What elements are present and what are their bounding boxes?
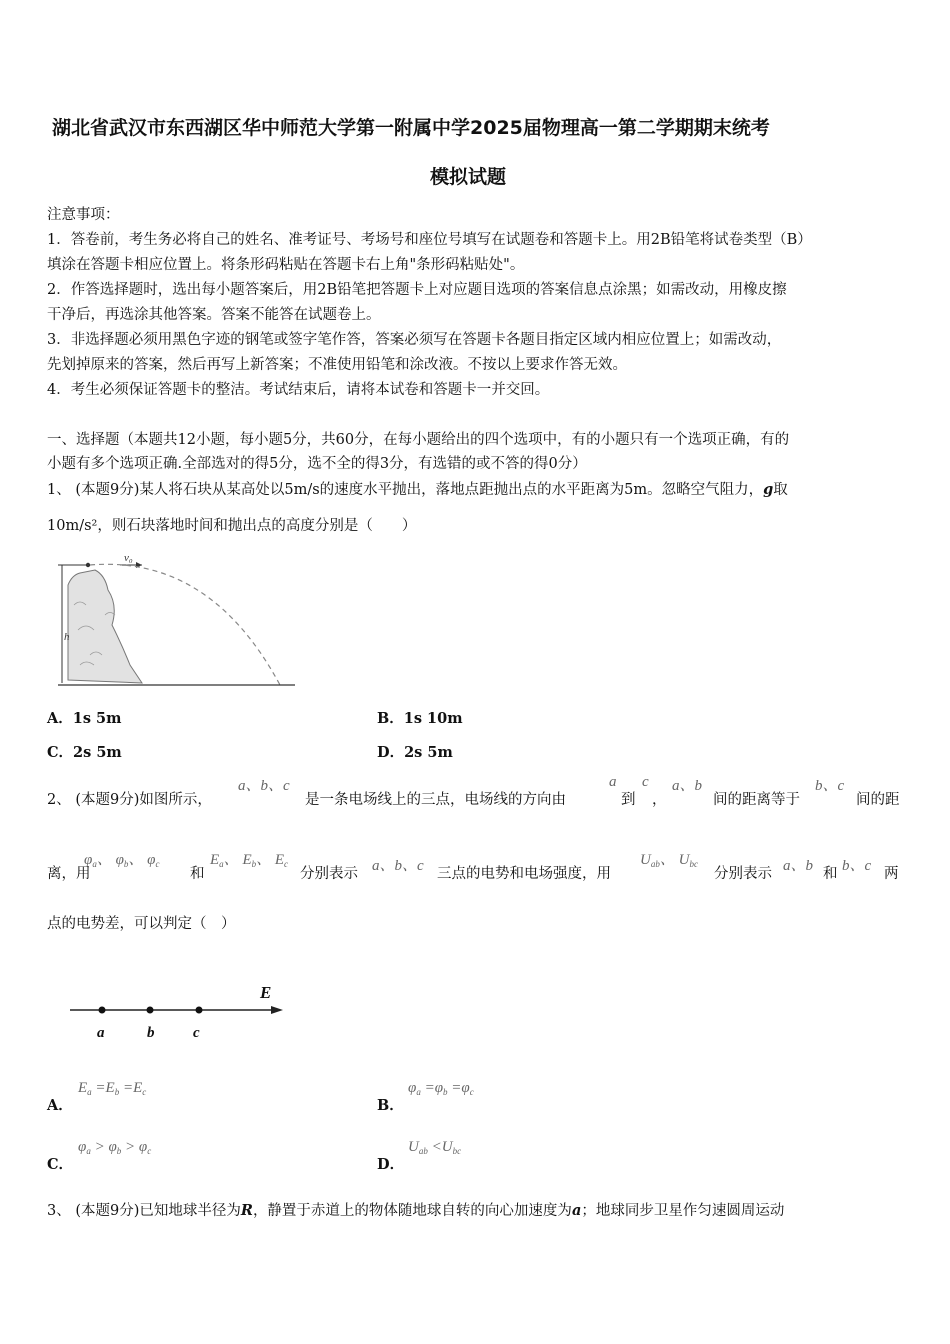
question-1-line1: 1、 (本题9分)某人将石块从某高处以5m/s的速度水平抛出，落地点距抛出点的水平距离为5m。忽略空气阻力，g取 bbox=[47, 481, 788, 498]
section-header-line2: 小题有多个选项正确.全部选对的得5分，选不全的得3分，有选错的或不答的得0分） bbox=[47, 456, 587, 472]
notice-line: 3．非选择题必须用黑色字迹的钢笔或签字笔作答，答案必须写在答题卡各题目指定区域内相应位置上；如需改动， bbox=[47, 332, 782, 348]
option-b[interactable]: B．1s 10m bbox=[377, 710, 463, 727]
question-2-line3: 点的电势差，可以判定（ ） bbox=[47, 916, 236, 932]
e-symbols: $E_a$、 $E_b$、 $E_c$ bbox=[210, 852, 289, 869]
q2-option-b-label[interactable]: B． bbox=[377, 1097, 404, 1114]
option-a[interactable]: A．1s 5m bbox=[47, 710, 122, 727]
q2-option-a-formula[interactable]: $E_a =E_b =E_c$ bbox=[78, 1080, 147, 1097]
question-2-text6: 分别表示 bbox=[714, 866, 772, 882]
question-2-prefix: 2、 (本题9分)如图所示， bbox=[47, 792, 212, 808]
math-ab-2: a、b bbox=[783, 858, 814, 874]
math-abc: a、b、c bbox=[238, 778, 290, 794]
cliff-shape bbox=[68, 570, 142, 683]
h-label: h bbox=[64, 631, 70, 643]
question-2-text7: 两 bbox=[884, 866, 899, 882]
math-bc-2: b、c bbox=[842, 858, 872, 874]
math-abc-2: a、b、c bbox=[372, 858, 424, 874]
q2-option-c-formula[interactable]: $\varphi_a > \varphi_b > \varphi_c$ bbox=[78, 1139, 152, 1156]
question-2-text5: 三点的电势和电场强度，用 bbox=[437, 866, 611, 882]
q2-option-b-formula[interactable]: $\varphi_a =\varphi_b =\varphi_c$ bbox=[408, 1080, 474, 1097]
u-symbols: $U_{ab}$、 $U_{bc}$ bbox=[640, 852, 698, 869]
option-d[interactable]: D．2s 5m bbox=[377, 744, 453, 761]
question-1-line2: 10m/s²，则石块落地时间和抛出点的高度分别是（ ） bbox=[47, 518, 417, 534]
question-3-line1: 3、 (本题9分)已知地球半径为R，静置于赤道上的物体随地球自转的向心加速度为a；地球同步卫星作匀速圆周运动 bbox=[47, 1202, 785, 1219]
electric-field-figure bbox=[65, 975, 295, 1060]
point-c-label: c bbox=[193, 1025, 200, 1041]
page-title: 湖北省武汉市东西湖区华中师范大学第一附属中学2025届物理高一第二学期期末统考 bbox=[52, 117, 770, 139]
question-2-text1: 是一条电场线上的三点，电场线的方向由 bbox=[305, 792, 566, 808]
question-2-comma: ， bbox=[652, 792, 667, 808]
math-a: a bbox=[609, 774, 617, 790]
notice-line: 4．考生必须保证答题卡的整洁。考试结束后，请将本试卷和答题卡一并交回。 bbox=[47, 382, 550, 398]
q2-option-a-label[interactable]: A． bbox=[47, 1097, 73, 1114]
math-c: c bbox=[642, 774, 649, 790]
q2-option-c-label[interactable]: C． bbox=[47, 1156, 74, 1173]
notice-line: 1．答卷前，考生务必将自己的姓名、准考证号、考场号和座位号填写在试题卷和答题卡上。用2B铅笔将试卷类型（B） bbox=[47, 232, 812, 248]
cliff-projectile-figure bbox=[50, 545, 300, 691]
notice-line: 干净后，再选涂其他答案。答案不能答在试题卷上。 bbox=[47, 307, 381, 323]
field-arrowhead bbox=[271, 1006, 283, 1014]
question-2-text2: 间的距离等于 bbox=[713, 792, 800, 808]
question-2-text3: 间的距 bbox=[856, 792, 900, 808]
q2-option-d-formula[interactable]: $U_{ab} <U_{bc}$ bbox=[408, 1139, 462, 1156]
option-c[interactable]: C．2s 5m bbox=[47, 744, 122, 761]
notice-line: 2．作答选择题时，选出每小题答案后，用2B铅笔把答题卡上对应题目选项的答案信息点涂黑；如需改动，用橡皮擦 bbox=[47, 282, 787, 298]
notice-line: 填涂在答题卡相应位置上。将条形码粘贴在答题卡右上角"条形码粘贴处"。 bbox=[47, 257, 525, 273]
question-2-to: 到 bbox=[621, 792, 636, 808]
point-a-dot bbox=[99, 1007, 106, 1014]
phi-symbols: $\varphi_a$、 $\varphi_b$、 $\varphi_c$ bbox=[84, 852, 160, 869]
v0-label: v₀ bbox=[124, 552, 133, 564]
question-2-and-2: 和 bbox=[823, 866, 838, 882]
math-bc: b、c bbox=[815, 778, 845, 794]
stone-dot bbox=[86, 563, 90, 567]
notice-heading: 注意事项： bbox=[47, 207, 120, 223]
math-ab: a、b bbox=[672, 778, 703, 794]
point-a-label: a bbox=[97, 1025, 105, 1041]
point-c-dot bbox=[196, 1007, 203, 1014]
point-b-dot bbox=[147, 1007, 154, 1014]
page-title-line2: 模拟试题 bbox=[430, 166, 507, 188]
section-header: 一、选择题（本题共12小题，每小题5分，共60分，在每小题给出的四个选项中，有的小题只有一个选项正确，有的 bbox=[47, 432, 790, 448]
point-b-label: b bbox=[147, 1025, 155, 1041]
field-e-label: E bbox=[260, 983, 272, 1002]
notice-line: 先划掉原来的答案，然后再写上新答案；不准使用铅笔和涂改液。不按以上要求作答无效。 bbox=[47, 357, 627, 373]
question-2-and: 和 bbox=[190, 866, 205, 882]
question-2-line2-start: 离，用 bbox=[47, 866, 91, 882]
question-2-text4: 分别表示 bbox=[300, 866, 358, 882]
q2-option-d-label[interactable]: D． bbox=[377, 1156, 405, 1173]
